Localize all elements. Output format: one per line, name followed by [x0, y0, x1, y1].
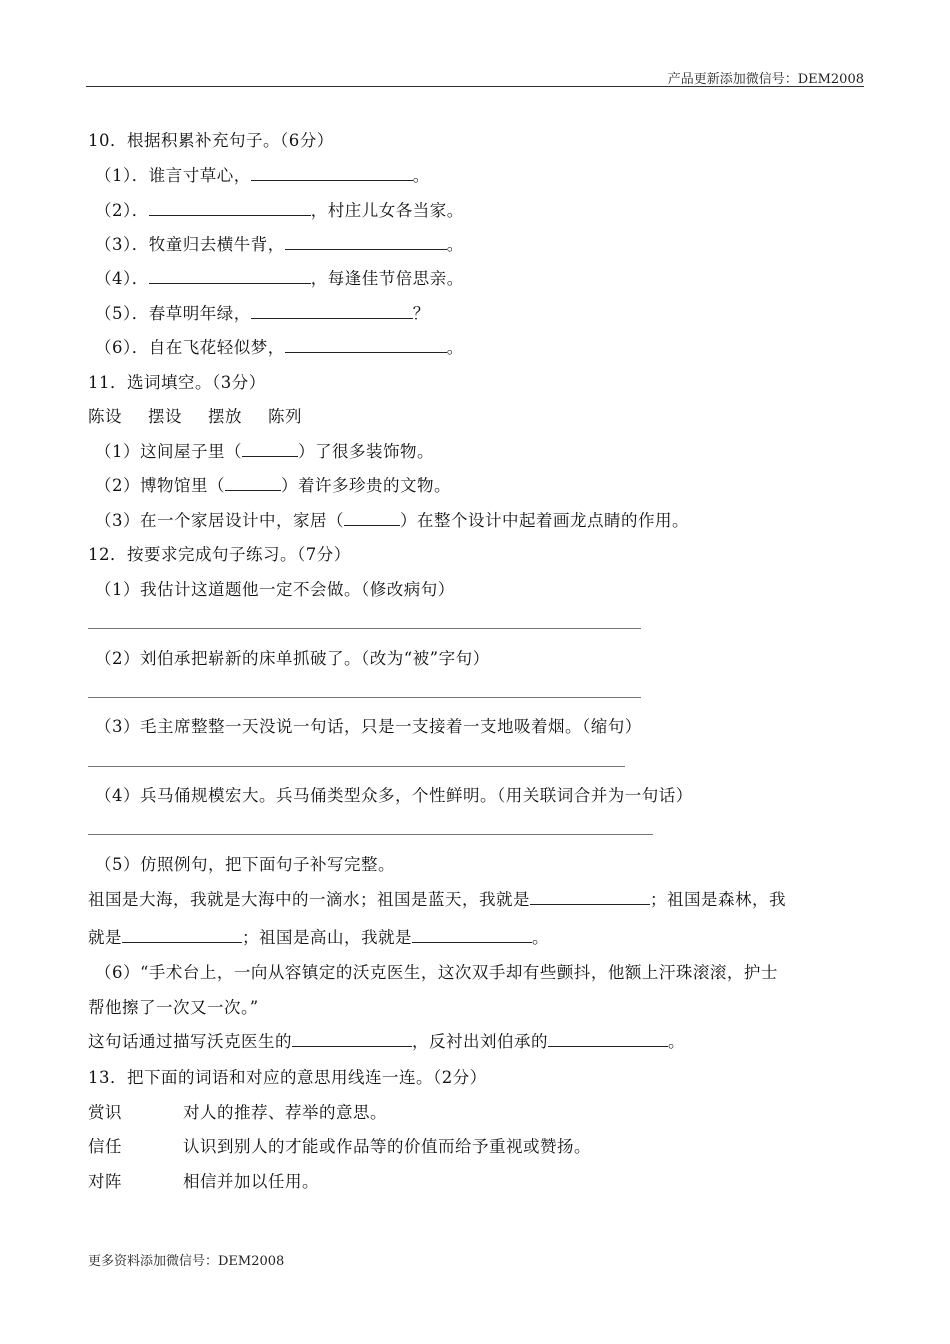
answer-line[interactable]	[88, 834, 653, 835]
answer-blank[interactable]	[344, 511, 400, 526]
answer-blank[interactable]	[149, 269, 311, 284]
answer-line[interactable]	[88, 628, 641, 629]
page-footer: 更多资料添加微信号：DEM2008	[88, 1254, 285, 1269]
answer-blank[interactable]	[548, 1032, 668, 1047]
q11-item-3: （3）在一个家居设计中，家居（ ）在整个设计中起着画龙点睛的作用。	[95, 511, 689, 530]
word-option: 摆设	[148, 407, 182, 426]
q12-s5-line-b: 就是 ；祖国是高山，我就是 。	[88, 928, 549, 947]
word-option: 摆放	[208, 407, 242, 426]
match-word[interactable]: 对阵	[88, 1172, 122, 1191]
q12-s2: （2）刘伯承把崭新的床单抓破了。（改为“被”字句）	[95, 649, 490, 668]
q13-row-3	[88, 1168, 319, 1192]
answer-line[interactable]	[88, 697, 641, 698]
word-option: 陈设	[88, 407, 122, 426]
q10-item-1: （1）．谁言寸草心， 。	[95, 166, 430, 185]
q12-s5: （5）仿照例句，把下面句子补写完整。	[95, 855, 395, 874]
answer-blank[interactable]	[225, 476, 281, 491]
q12-s5-line-a: 祖国是大海，我就是大海中的一滴水；祖国是蓝天，我就是 ；祖国是森林，我	[88, 890, 786, 909]
q11-title: 11．选词填空。（3分）	[88, 373, 266, 392]
answer-line[interactable]	[88, 766, 625, 767]
answer-blank[interactable]	[292, 1032, 412, 1047]
page-header: 产品更新添加微信号：DEM2008	[667, 72, 864, 87]
match-meaning[interactable]: 认识到别人的才能或作品等的价值而给予重视或赞扬。	[183, 1137, 591, 1156]
match-meaning[interactable]: 对人的推荐、荐举的意思。	[183, 1103, 387, 1122]
answer-blank[interactable]	[251, 166, 413, 181]
q12-s4: （4）兵马俑规模宏大。兵马俑类型众多，个性鲜明。（用关联词合并为一句话）	[95, 786, 693, 805]
answer-blank[interactable]	[122, 928, 242, 943]
q11-item-2: （2）博物馆里（ ）着许多珍贵的文物。	[95, 476, 451, 495]
answer-blank[interactable]	[412, 928, 532, 943]
q10-item-4: （4）． ，每逢佳节倍思亲。	[95, 269, 464, 288]
q12-s6-line-a: （6）“手术台上，一向从容镇定的沃克医生，这次双手却有些颤抖，他额上汗珠滚滚，护士	[95, 963, 778, 982]
match-meaning[interactable]: 相信并加以任用。	[183, 1172, 319, 1191]
q13-title: 13．把下面的词语和对应的意思用线连一连。（2分）	[88, 1068, 487, 1087]
q10-title: 10．根据积累补充句子。（6分）	[88, 131, 334, 150]
word-option: 陈列	[268, 407, 302, 426]
q11-word-bank	[88, 403, 328, 427]
q10-item-3: （3）．牧童归去横牛背， 。	[95, 235, 464, 254]
q12-s1: （1）我估计这道题他一定不会做。（修改病句）	[95, 580, 455, 599]
match-word[interactable]: 信任	[88, 1137, 122, 1156]
answer-blank[interactable]	[285, 235, 447, 250]
q13-row-2	[88, 1133, 591, 1157]
q12-s3: （3）毛主席整整一天没说一句话，只是一支接着一支地吸着烟。（缩句）	[95, 717, 642, 736]
q12-title: 12．按要求完成句子练习。（7分）	[88, 545, 351, 564]
q12-s6-line-b: 帮他擦了一次又一次。”	[88, 998, 259, 1017]
q13-row-1	[88, 1099, 387, 1123]
match-word[interactable]: 赏识	[88, 1103, 122, 1122]
answer-blank[interactable]	[242, 442, 298, 457]
q10-item-6: （6）．自在飞花轻似梦， 。	[95, 338, 464, 357]
answer-blank[interactable]	[149, 201, 311, 216]
q12-s6-line-c: 这句话通过描写沃克医生的 ，反衬出刘伯承的 。	[88, 1032, 685, 1051]
answer-blank[interactable]	[285, 338, 447, 353]
answer-blank[interactable]	[530, 890, 650, 905]
header-rule	[86, 86, 864, 87]
q10-item-2: （2）． ，村庄儿女各当家。	[95, 201, 464, 220]
q10-item-5: （5）．春草明年绿， ？	[95, 304, 430, 323]
answer-blank[interactable]	[251, 304, 413, 319]
q11-item-1: （1）这间屋子里（ ）了很多装饰物。	[95, 442, 434, 461]
